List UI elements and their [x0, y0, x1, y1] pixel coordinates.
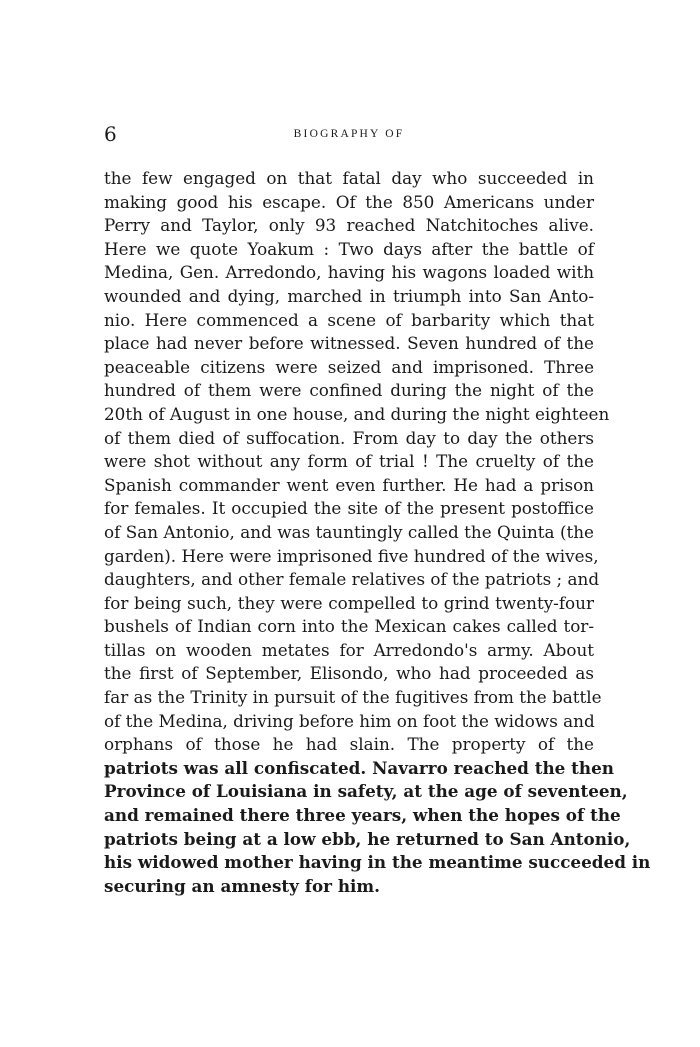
text-line: making good his escape. Of the 850 Americans under — [104, 191, 594, 212]
text-line: 20th of August in one house, and during the night eighteen — [104, 403, 610, 424]
text-line: daughters, and other female relatives of the patriots ; and — [104, 569, 600, 590]
text-line: of the Medina, driving before him on foot the widows and — [104, 710, 595, 731]
text-line: place had never before witnessed. Seven hundred of the — [104, 333, 594, 354]
text-line: orphans of those he had slain. The property of the — [104, 734, 594, 755]
page-header — [104, 122, 594, 146]
text-line: Perry and Taylor, only 93 reached Natchitoches alive. — [104, 215, 594, 236]
text-line: of San Antonio, and was tauntingly called the Quinta (the — [104, 521, 594, 542]
body-text — [104, 167, 651, 898]
text-line: nio. Here commenced a scene of barbarity which that — [104, 309, 594, 330]
text-line: and remained there three years, when the hopes of the — [104, 805, 621, 826]
text-line: far as the Trinity in pursuit of the fugitives from the battle — [104, 687, 602, 708]
text-line: peaceable citizens were seized and imprisoned. Three — [104, 356, 594, 377]
running-head: BIOGRAPHY OF — [293, 128, 405, 140]
text-line: Medina, Gen. Arredondo, having his wagons loaded with — [104, 262, 594, 283]
text-line: securing an amnesty for him. — [104, 875, 381, 896]
text-line: for being such, they were compelled to grind twenty-four — [104, 592, 594, 613]
text-line: the few engaged on that fatal day who succeeded in — [104, 168, 594, 188]
text-line: Spanish commander went even further. He had a prison — [104, 474, 594, 495]
page-number: 6 — [104, 122, 117, 146]
text-line: tillas on wooden metates for Arredondo's army. About — [104, 639, 594, 660]
text-line: of them died of suffocation. From day to day the others — [104, 427, 594, 448]
text-line: were shot without any form of trial ! The cruelty of the — [104, 451, 594, 472]
text-line: wounded and dying, marched in triumph into San Anto- — [104, 285, 594, 306]
text-line: bushels of Indian corn into the Mexican cakes called tor- — [104, 616, 594, 637]
text-line: hundred of them were confined during the night of the — [104, 380, 594, 401]
text-line: for females. It occupied the site of the present postoffice — [104, 498, 594, 519]
text-line: Province of Louisiana in safety, at the age of seventeen, — [104, 781, 628, 802]
text-line: garden). Here were imprisoned five hundred of the wives, — [104, 545, 599, 566]
text-line: patriots being at a low ebb, he returned to San Antonio, — [104, 828, 631, 849]
text-line: Here we quote Yoakum : Two days after the battle of — [104, 238, 594, 259]
text-line: his widowed mother having in the meantime succeeded in — [104, 852, 651, 873]
text-line: the first of September, Elisondo, who had proceeded as — [104, 663, 594, 684]
text-line: patriots was all confiscated. Navarro reached the then — [104, 757, 615, 778]
